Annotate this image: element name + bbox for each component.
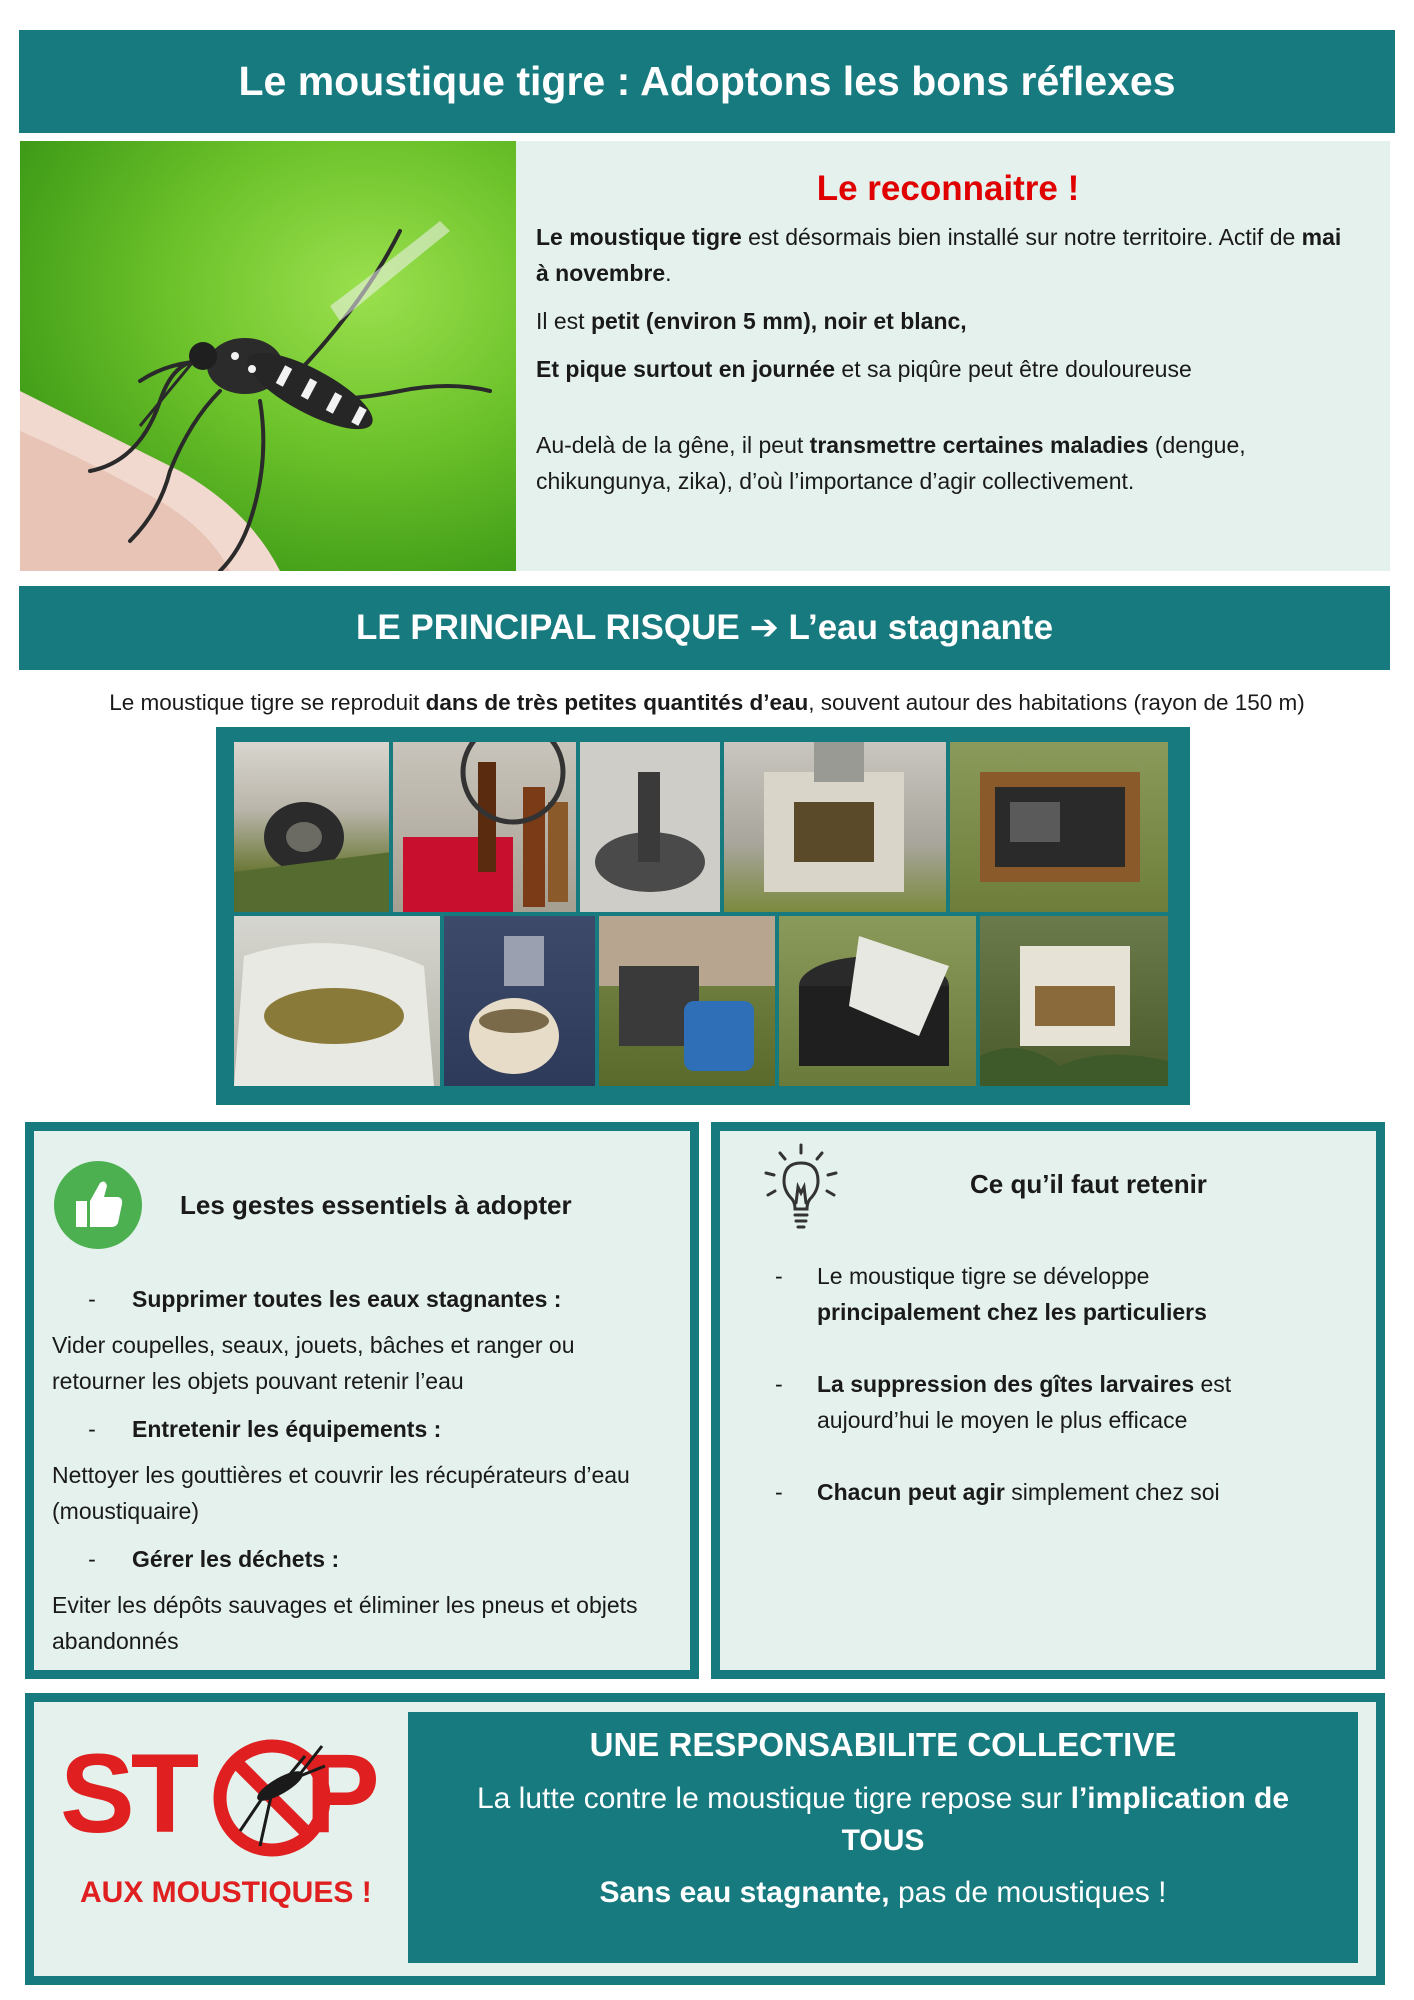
recognize-title: Le reconnaitre ! [816,169,1080,208]
photo-old-tire [234,742,389,912]
retain-item: - Le moustique tigre se développe principalement chez les particuliers [775,1263,1207,1325]
retain-item: - Chacun peut agir simplement chez soi [775,1479,1220,1505]
umbrella-base-shape [580,742,720,912]
stop-mosquito-logo [60,1728,400,1928]
photo-plastic-bin [980,916,1168,1086]
retain-item: - La suppression des gîtes larvaires est aujourd’hui le moyen le plus efficace [775,1371,1232,1433]
thumbs-up-icon [52,1159,144,1251]
bin-shape [980,916,1168,1086]
stagnant-water-gallery [216,727,1190,1105]
photo-bottles-box [393,742,576,912]
gesture-item-desc: Eviter les dépôts sauvages et éliminer les pneus et objets abandonnés [52,1592,638,1654]
gesture-item-label: - Supprimer toutes les eaux stagnantes : [88,1286,562,1312]
gesture-item-label: - Entretenir les équipements : [88,1416,442,1442]
gallery-row-1 [234,742,1168,912]
gesture-item-desc: Vider coupelles, seaux, jouets, bâches et ranger ou retourner les objets pouvant retenir l’eau [52,1332,575,1394]
recognize-text-1: Le moustique tigre est désormais bien installé sur notre territoire. Actif de mai à novembre. [536,224,1342,286]
photo-water-tank [599,916,775,1086]
gestures-title: Les gestes essentiels à adopter [180,1189,572,1220]
photo-black-bucket [779,916,977,1086]
recognize-text-2: Il est petit (environ 5 mm), noir et blanc, [536,308,967,334]
gestures-box [25,1122,699,1679]
gesture-item-label: - Gérer les déchets : [88,1546,340,1572]
mosquito-photo [20,141,516,571]
photo-plastic-tarp [234,916,440,1086]
tarp-shape [234,916,440,1086]
collective-text-1: La lutte contre le moustique tigre repose sur l’implication de TOUS [476,1782,1290,1857]
collective-text-2: Sans eau stagnante, pas de moustiques ! [599,1876,1167,1909]
recognize-text-4: Au-delà de la gêne, il peut transmettre certaines maladies (dengue, chikungunya, zika), d’où l’importance d’agir collectivement. [536,432,1246,494]
collective-panel [408,1712,1358,1963]
lightbulb-icon [760,1143,842,1243]
recognize-panel [516,141,1390,571]
photo-meter-box [950,742,1168,912]
photo-umbrella-base [580,742,720,912]
gestures-header [52,1159,666,1251]
stop-subtitle: AUX MOUSTIQUES ! [80,1876,372,1909]
risk-banner: LE PRINCIPAL RISQUE ➔ L’eau stagnante [19,586,1390,670]
gallery-row-2 [234,916,1168,1086]
tank-shape [599,916,775,1086]
mosquito-illustration [20,141,516,571]
page-title: Le moustique tigre : Adoptons les bons réflexes [19,30,1395,133]
stop-word: ST P [60,1731,376,1856]
risk-intro: Le moustique tigre se reproduit dans de très petites quantités d’eau, souvent autour des habitations (rayon de 150 m) [109,690,1305,715]
tire-shape [234,742,389,912]
meter-box-shape [950,742,1168,912]
manhole-shape [724,742,946,912]
retain-box [711,1122,1385,1679]
pot-shape [444,916,596,1086]
gesture-item-desc: Nettoyer les gouttières et couvrir les récupérateurs d’eau (moustiquaire) [52,1462,630,1524]
bucket-shape [779,916,977,1086]
recognize-text-3: Et pique surtout en journée et sa piqûre peut être douloureuse [536,356,1192,382]
retain-title: Ce qu’il faut retenir [970,1169,1207,1199]
photo-flower-pot [444,916,596,1086]
photo-manhole [724,742,946,912]
no-mosquito-icon [210,1736,335,1861]
bottles-shape [393,742,576,912]
collective-title: UNE RESPONSABILITE COLLECTIVE [589,1726,1177,1763]
arrow-right-icon: ➔ [749,608,779,647]
